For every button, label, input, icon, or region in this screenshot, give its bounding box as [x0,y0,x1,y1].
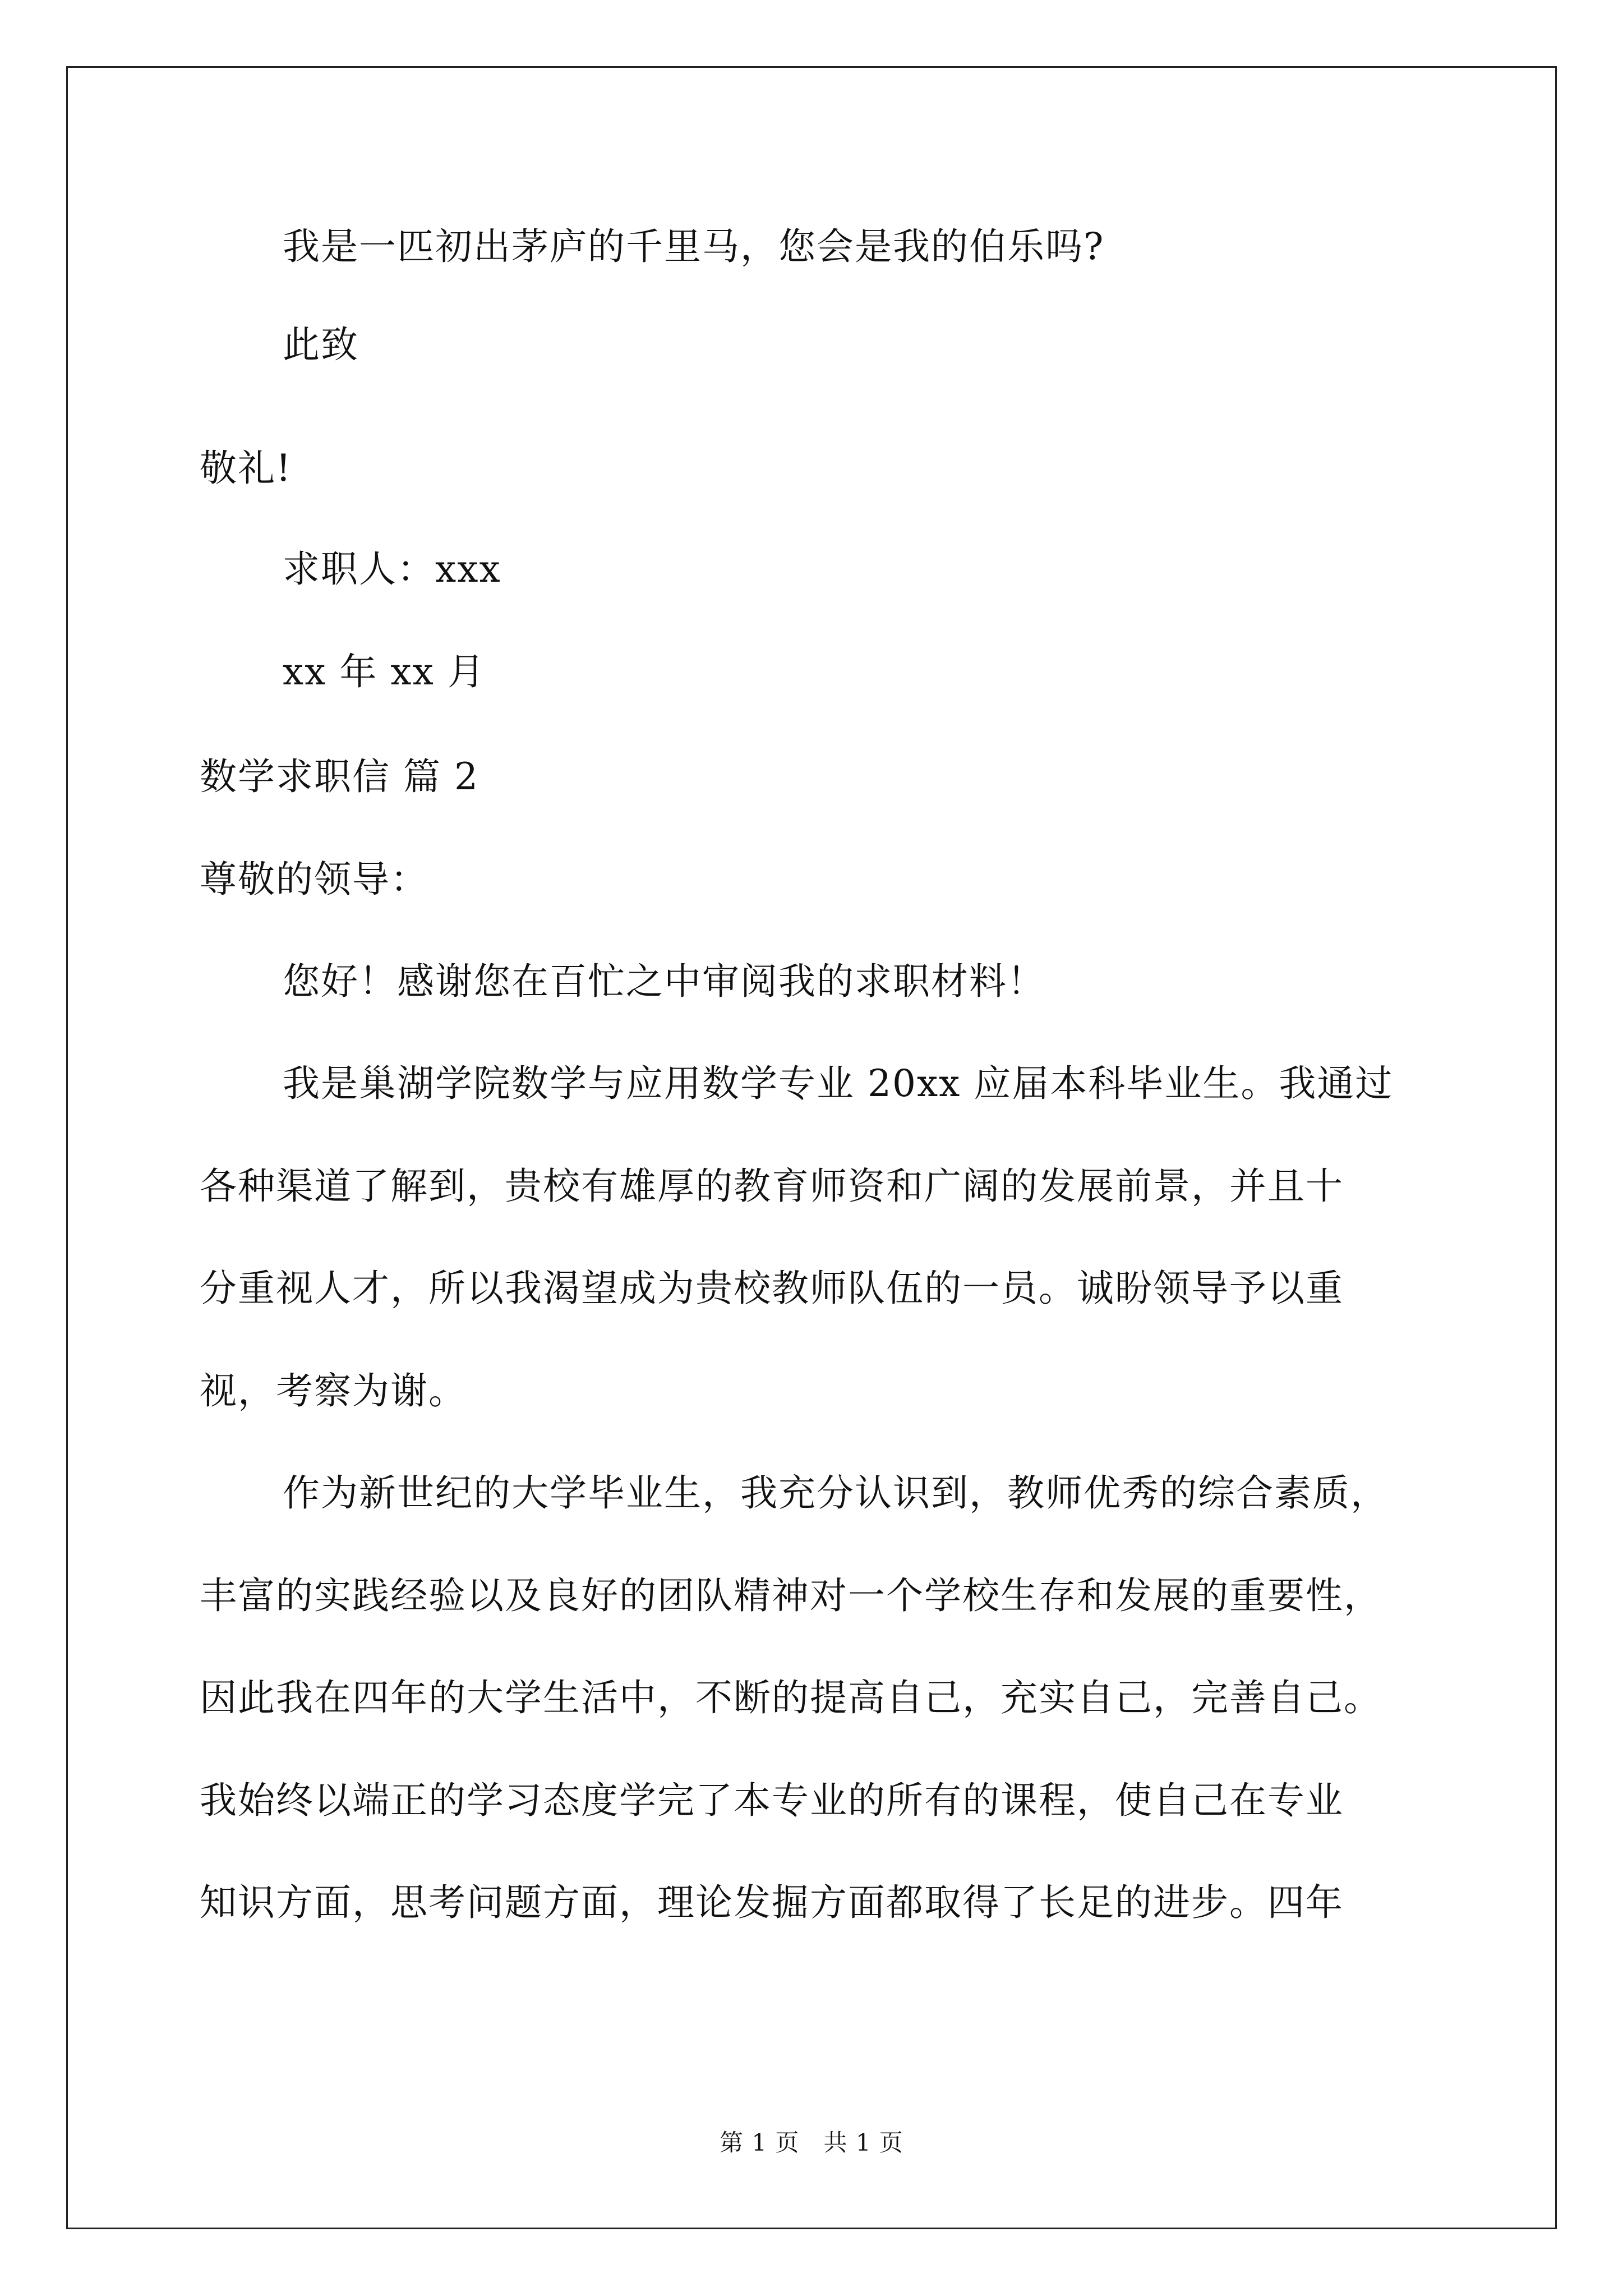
section-title: 数学求职信 篇 2 [200,755,479,798]
paragraph-line: 作为新世纪的大学毕业生，我充分认识到，教师优秀的综合素质， [283,1471,1389,1515]
paragraph-line: 我始终以端正的学习态度学完了本专业的所有的课程，使自己在专业 [200,1779,1344,1822]
paragraph-line: 分重视人才，所以我渴望成为贵校教师队伍的一员。诚盼领导予以重 [200,1267,1344,1310]
closing-salutation: 此致 [283,323,359,366]
paragraph-line: 我是巢湖学院数学与应用数学专业 20xx 应届本科毕业生。我通过 [283,1062,1394,1105]
paragraph-line: 您好！感谢您在百忙之中审阅我的求职材料！ [283,960,1045,1003]
paragraph-line: 因此我在四年的大学生活中，不断的提高自己，充实自己，完善自己。 [200,1676,1382,1719]
paragraph-line: 我是一匹初出茅庐的千里马，您会是我的伯乐吗? [283,225,1105,268]
signature-date: xx 年 xx 月 [283,650,486,693]
letter-salutation: 尊敬的领导： [200,858,428,901]
paragraph-line: 各种渠道了解到，贵校有雄厚的教育师资和广阔的发展前景，并且十 [200,1165,1344,1208]
paragraph-line: 视，考察为谢。 [200,1369,467,1412]
page-footer: 第 1 页 共 1 页 [720,2129,903,2156]
signature-applicant: 求职人：xxx [283,547,501,591]
paragraph-line: 知识方面，思考问题方面，理论发掘方面都取得了长足的进步。四年 [200,1881,1344,1924]
paragraph-line: 丰富的实践经验以及良好的团队精神对一个学校生存和发展的重要性， [200,1574,1382,1617]
closing-regards: 敬礼! [200,447,292,490]
